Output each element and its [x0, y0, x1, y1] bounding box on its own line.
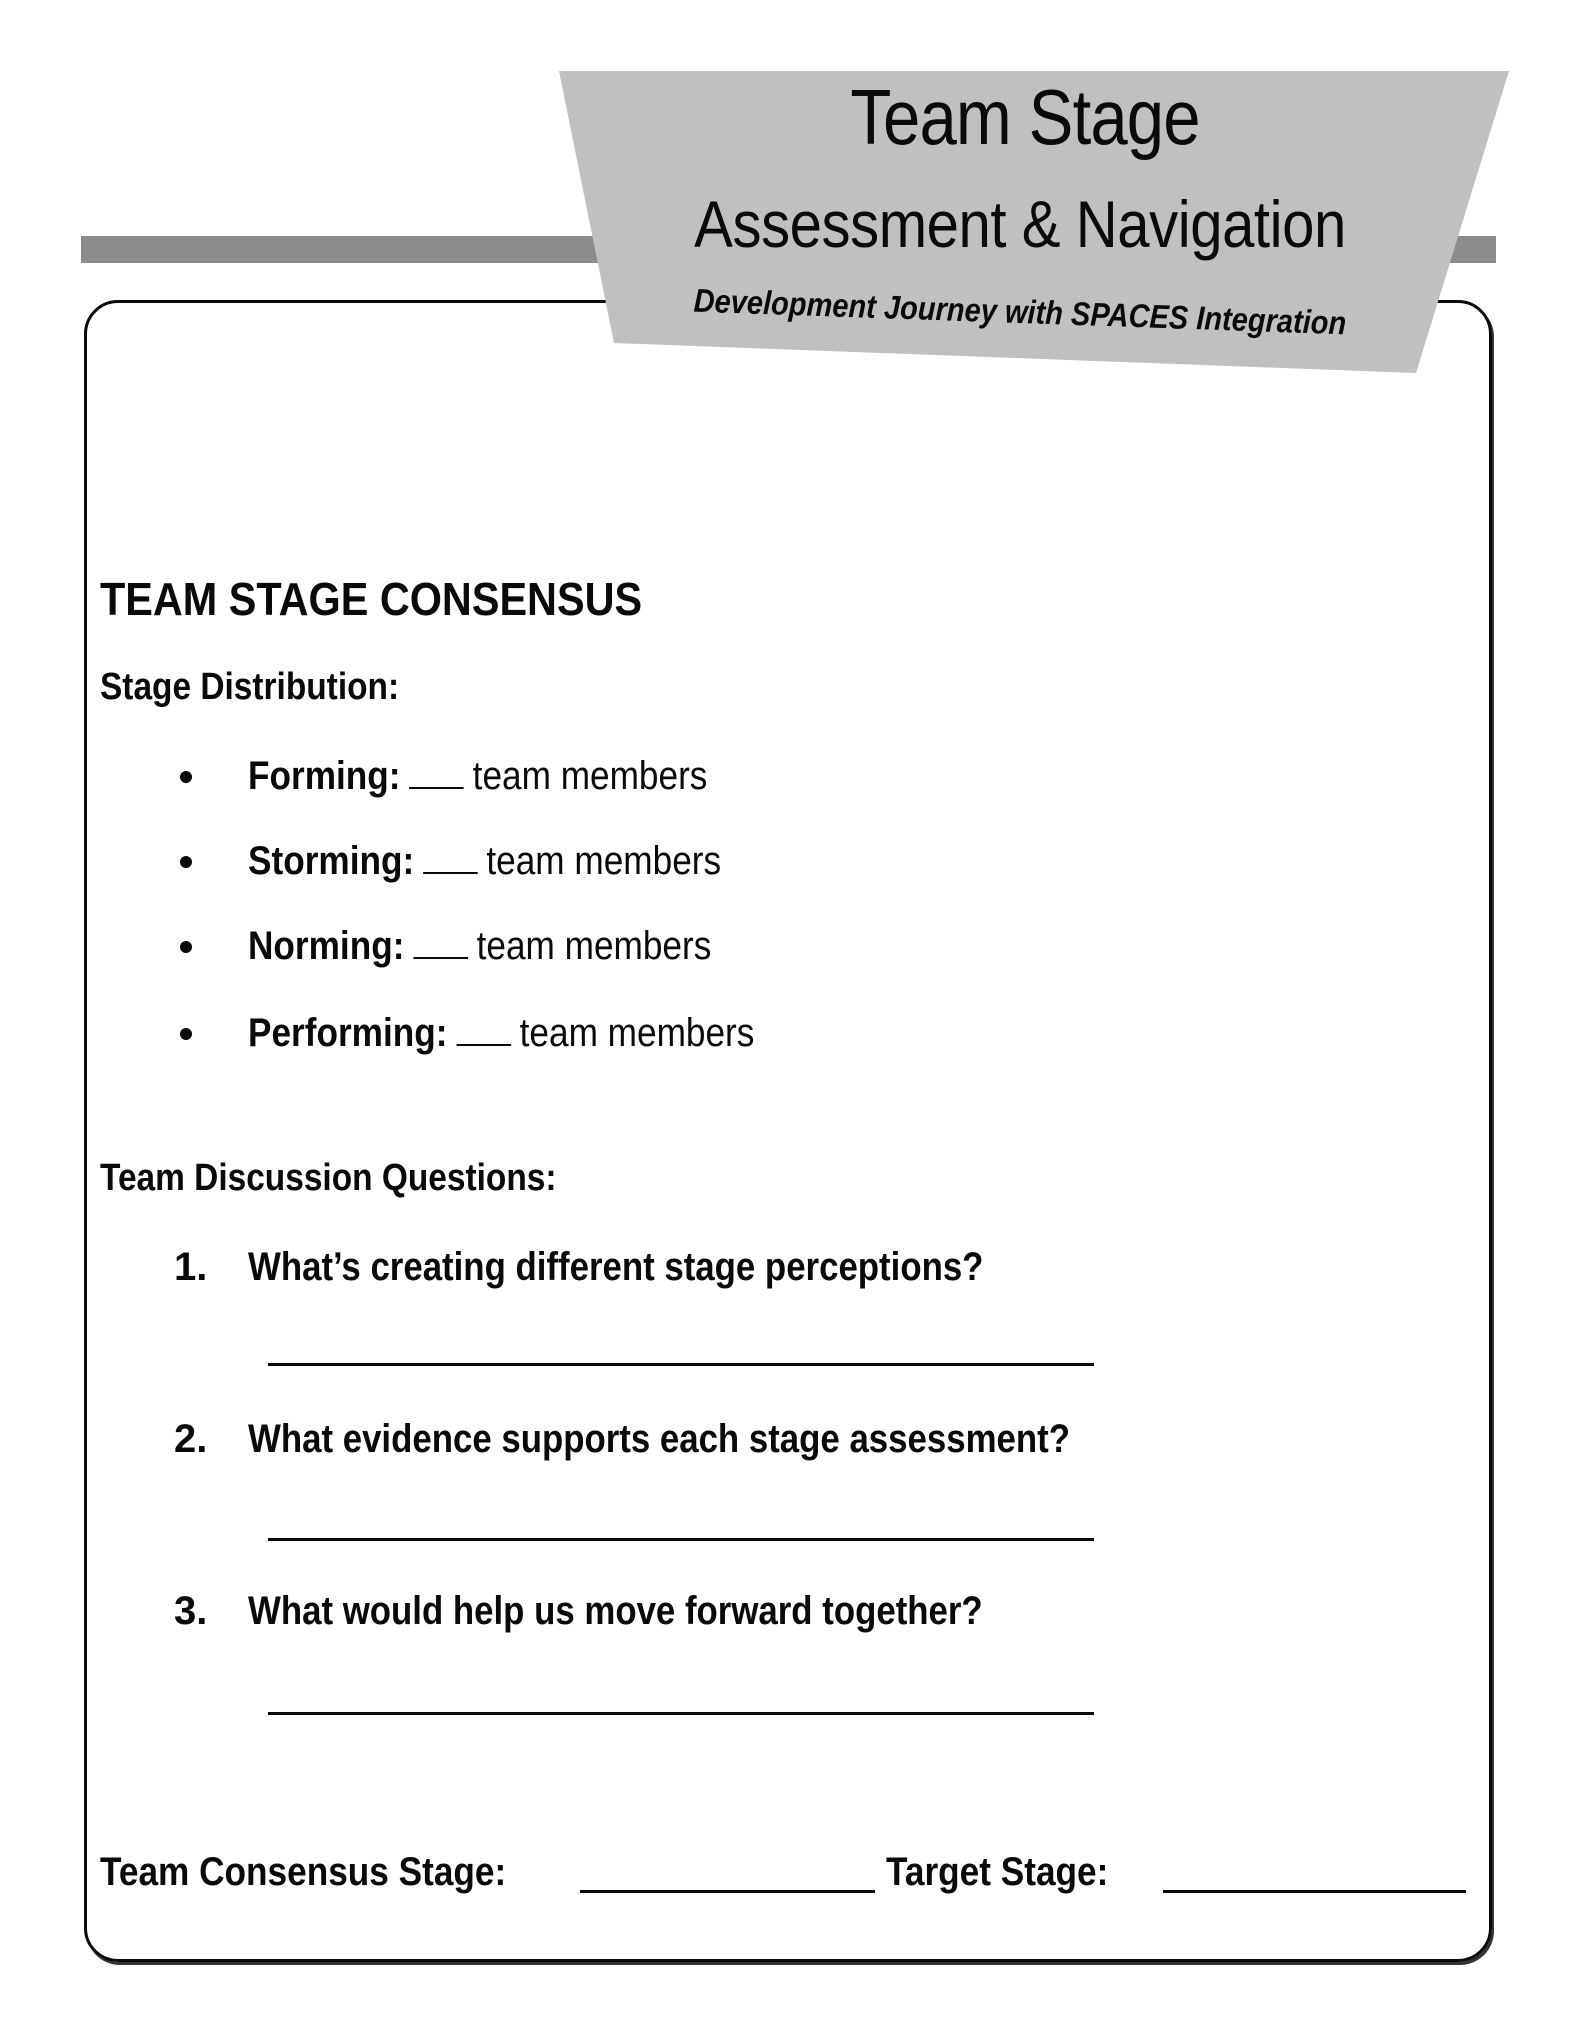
- question-number: 1.: [174, 1245, 208, 1289]
- stage-summary-row: [100, 1846, 1480, 1898]
- performing-count-blank[interactable]: [456, 1010, 511, 1046]
- stage-label: Forming:: [248, 754, 401, 798]
- stage-suffix: team members: [519, 1011, 755, 1055]
- forming-count-blank[interactable]: [409, 753, 464, 789]
- stage-suffix: team members: [472, 754, 708, 798]
- title-banner: [0, 0, 1576, 400]
- stage-distribution-label: Stage Distribution:: [100, 666, 400, 708]
- stage-suffix: team members: [476, 924, 712, 968]
- question-2-answer-line[interactable]: [268, 1538, 1094, 1541]
- question-text: What’s creating different stage perceptions?: [248, 1245, 984, 1289]
- question-number: 3.: [174, 1589, 208, 1633]
- target-stage-label: Target Stage:: [886, 1850, 1109, 1894]
- bullet-icon: [180, 856, 192, 868]
- consensus-stage-field[interactable]: [580, 1890, 875, 1893]
- bullet-icon: [180, 771, 192, 783]
- stage-label: Performing:: [248, 1011, 448, 1055]
- stage-label: Storming:: [248, 839, 415, 883]
- question-text: What would help us move forward together?: [248, 1589, 983, 1633]
- question-3-answer-line[interactable]: [268, 1712, 1094, 1715]
- section-heading: TEAM STAGE CONSENSUS: [100, 573, 643, 625]
- target-stage-field[interactable]: [1163, 1890, 1466, 1893]
- title-line-2: Assessment & Navigation: [694, 187, 1346, 261]
- bullet-icon: [180, 1028, 192, 1040]
- question-text: What evidence supports each stage assessment?: [248, 1417, 1070, 1461]
- subtitle: Development Journey with SPACES Integration: [693, 281, 1347, 342]
- question-1-answer-line[interactable]: [268, 1363, 1094, 1366]
- bullet-icon: [180, 941, 192, 953]
- question-number: 2.: [174, 1417, 208, 1461]
- title-line-1: Team Stage: [850, 73, 1200, 161]
- storming-count-blank[interactable]: [423, 838, 478, 874]
- stage-label: Norming:: [248, 924, 405, 968]
- norming-count-blank[interactable]: [413, 923, 468, 959]
- stage-suffix: team members: [486, 839, 722, 883]
- discussion-questions-label: Team Discussion Questions:: [100, 1157, 557, 1199]
- consensus-stage-label: Team Consensus Stage:: [100, 1850, 507, 1894]
